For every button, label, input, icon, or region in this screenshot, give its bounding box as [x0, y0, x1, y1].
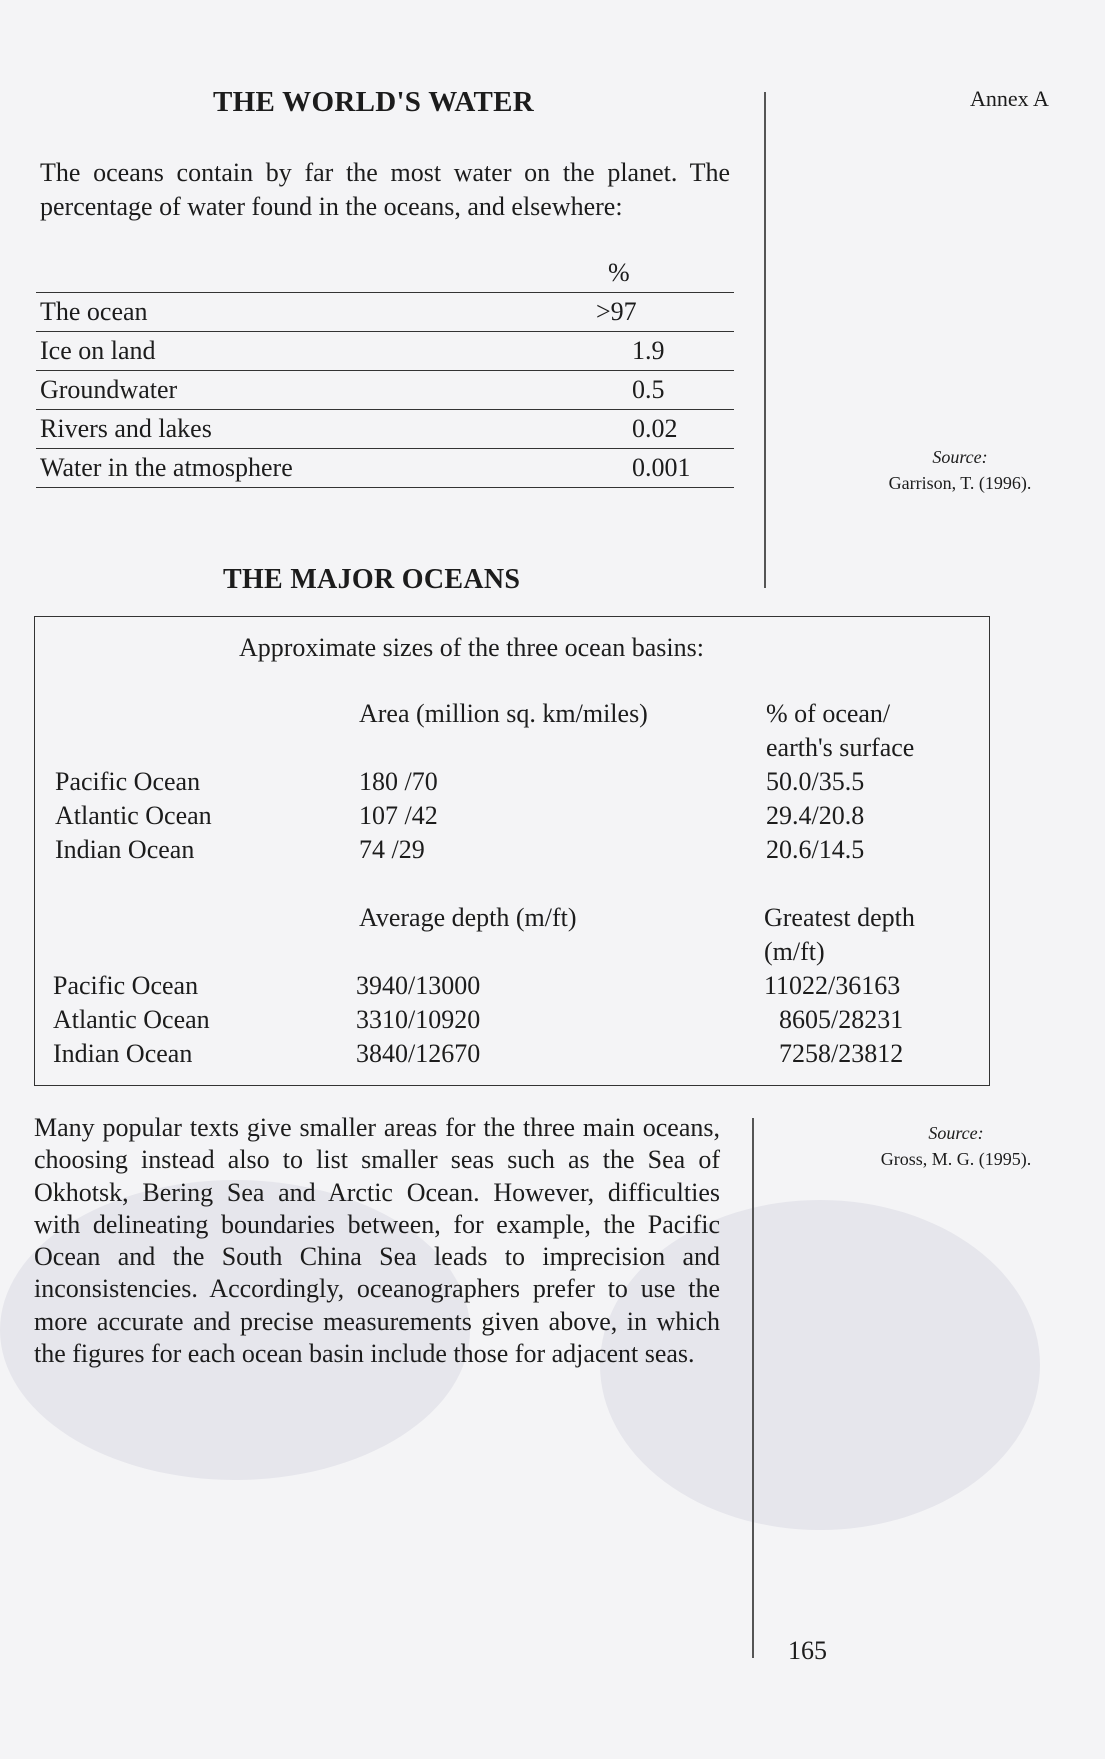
column-divider [752, 1118, 754, 1658]
ocean-surface: 29.4/20.8 [766, 801, 865, 830]
body-paragraph: Many popular texts give smaller areas for the three main oceans, choosing instead also to list smaller seas such as the Sea of Okhotsk, Bering Sea and Arctic Ocean. However, difficulties with delineating boundaries between, for example, the Pacific Ocean and the South China Sea leads to imprecision and inconsistencies. Accordingly, oceanographers prefer to use the more accurate and precise measurements given above, in which the figures for each ocean basin include those for adjacent seas. [34, 1113, 720, 1369]
table-row [36, 371, 734, 410]
ocean-table [34, 616, 990, 1086]
ocean-avg-depth: 3840/12670 [356, 1039, 481, 1068]
source-text: Garrison, T. (1996). [888, 473, 1032, 493]
surface-header: % of ocean/ [766, 699, 891, 728]
ocean-avg-depth: 3310/10920 [356, 1005, 481, 1034]
row-value: 0.001 [632, 453, 691, 482]
ocean-name: Atlantic Ocean [55, 801, 212, 830]
surface-header: earth's surface [766, 733, 915, 762]
ocean-area: 74 /29 [359, 835, 425, 864]
row-label: Ice on land [40, 336, 156, 365]
ocean-name: Pacific Ocean [55, 767, 201, 796]
row-label: Rivers and lakes [40, 414, 212, 443]
source-label: Source: [932, 447, 988, 467]
annex-label: Annex A [970, 86, 1049, 111]
row-label: Water in the atmosphere [40, 453, 293, 482]
ocean-surface: 50.0/35.5 [766, 767, 865, 796]
source-note [840, 444, 1080, 496]
source-text: Gross, M. G. (1995). [880, 1149, 1032, 1169]
section-title: THE MAJOR OCEANS [223, 564, 521, 595]
ocean-max-depth: 11022/36163 [764, 971, 901, 1000]
ocean-max-depth: 7258/23812 [779, 1039, 904, 1068]
row-value: >97 [596, 297, 637, 326]
greatest-depth-header: (m/ft) [764, 937, 825, 966]
depth-header: Average depth (m/ft) [359, 903, 577, 932]
table-header [36, 260, 734, 293]
table-row [36, 449, 734, 488]
area-header: Area (million sq. km/miles) [359, 699, 648, 728]
water-table [36, 260, 734, 488]
source-label: Source: [928, 1123, 984, 1143]
row-label: Groundwater [40, 375, 178, 404]
source-note [836, 1120, 1076, 1172]
intro-text: The oceans contain by far the most water on the planet. The percentage of water found in the oceans, and elsewhere: [40, 158, 730, 221]
row-value: 1.9 [632, 336, 665, 365]
percent-header: % [608, 258, 630, 287]
ocean-name: Pacific Ocean [53, 971, 199, 1000]
page-number: 165 [788, 1636, 827, 1665]
ocean-name: Indian Ocean [53, 1039, 193, 1068]
table-row [36, 332, 734, 371]
ocean-area: 107 /42 [359, 801, 438, 830]
table-caption: Approximate sizes of the three ocean basins: [239, 633, 704, 662]
ocean-name: Atlantic Ocean [53, 1005, 210, 1034]
ocean-avg-depth: 3940/13000 [356, 971, 481, 1000]
table-row [36, 293, 734, 332]
row-label: The ocean [40, 297, 148, 326]
ocean-surface: 20.6/14.5 [766, 835, 865, 864]
ocean-area: 180 /70 [359, 767, 438, 796]
row-value: 0.5 [632, 375, 665, 404]
greatest-depth-header: Greatest depth [764, 903, 915, 932]
page-title: THE WORLD'S WATER [213, 86, 534, 118]
row-value: 0.02 [632, 414, 678, 443]
column-divider [764, 92, 766, 588]
table-row [36, 410, 734, 449]
ocean-max-depth: 8605/28231 [779, 1005, 904, 1034]
ocean-name: Indian Ocean [55, 835, 195, 864]
